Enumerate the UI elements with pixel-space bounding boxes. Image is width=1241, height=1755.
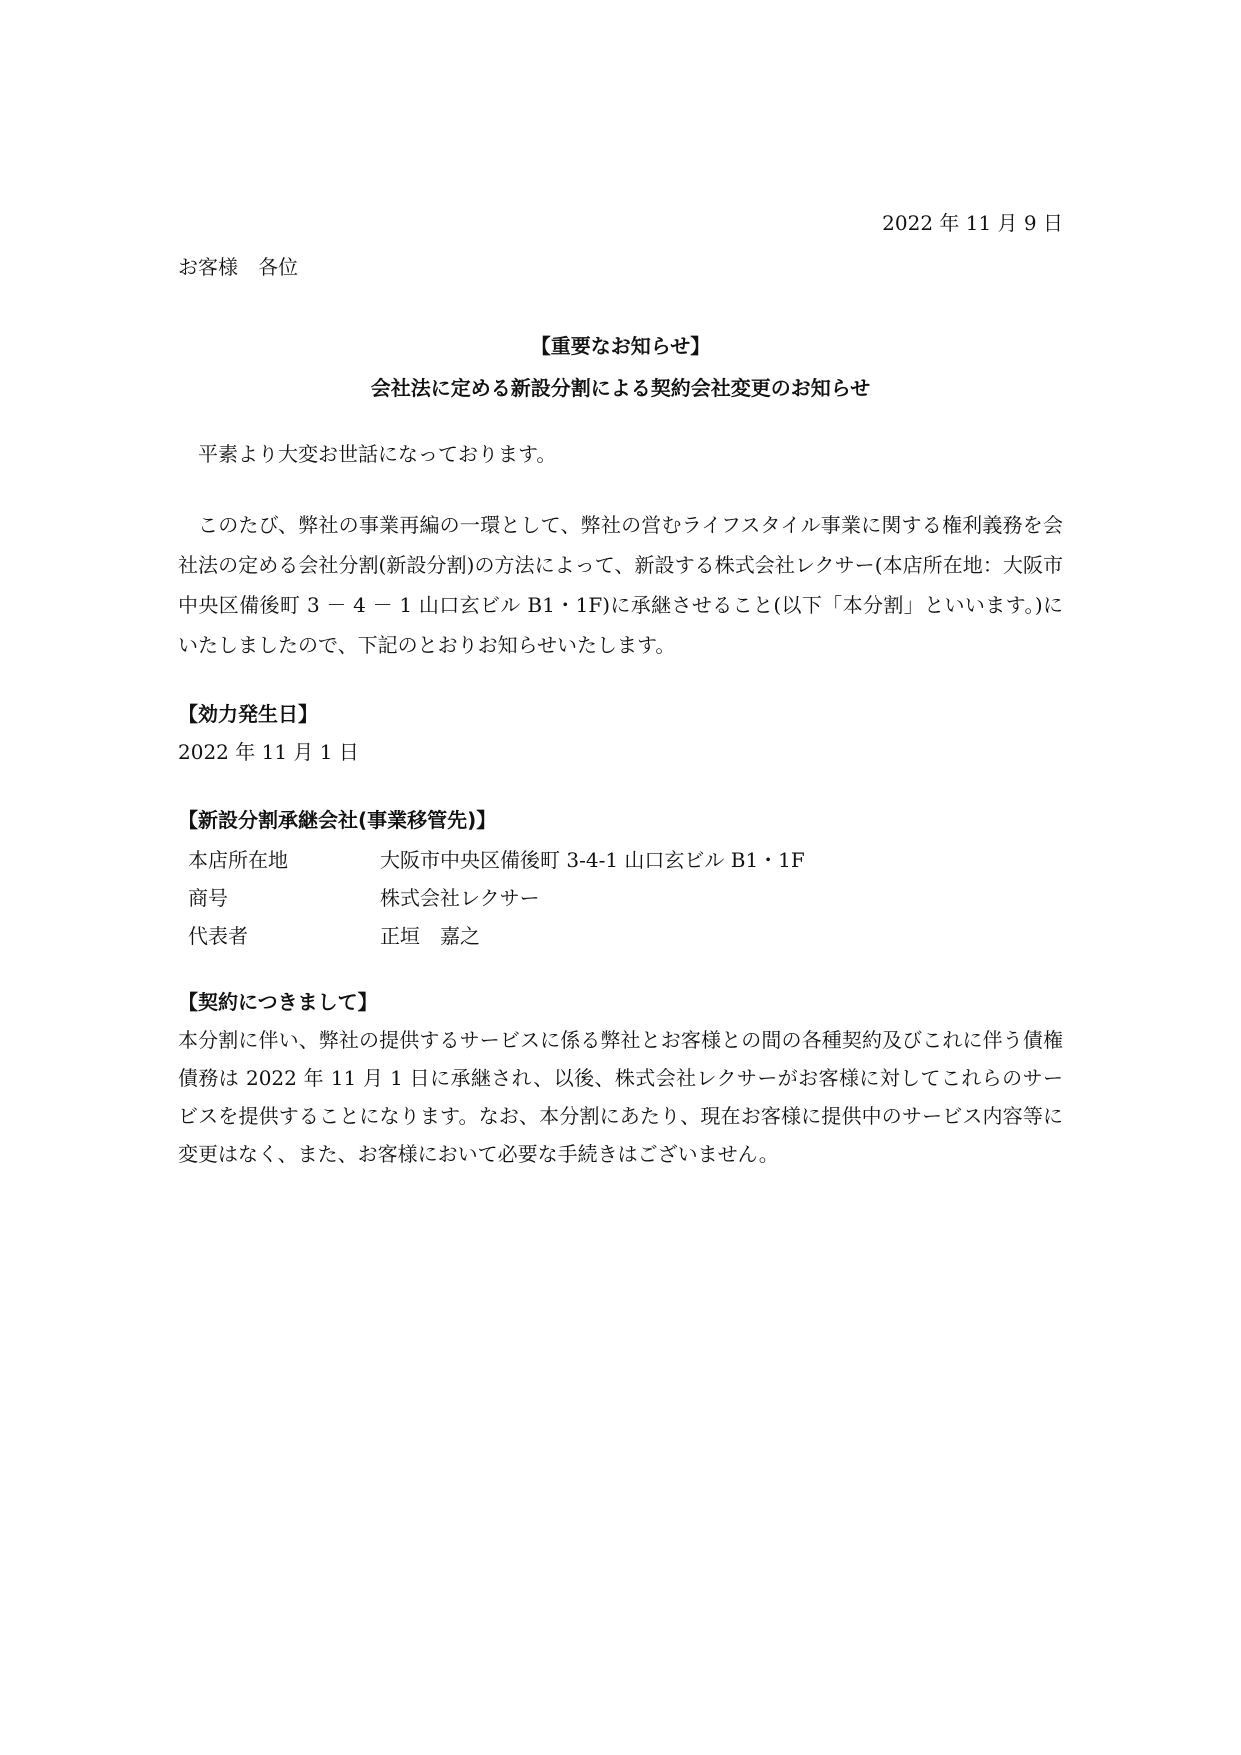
table-row — [188, 877, 805, 915]
title-main: 会社法に定める新設分割による契約会社変更のお知らせ — [370, 376, 871, 400]
salutation: お客様 各位 — [178, 255, 298, 279]
document-date: 2022 年 11 月 9 日 — [882, 211, 1063, 235]
row-value: 株式会社レクサー — [380, 885, 540, 910]
notice-document — [178, 205, 1063, 1173]
successor-info-table — [188, 839, 805, 953]
greeting-paragraph: 平素より大変お世話になっております。 — [198, 442, 557, 466]
effective-date-value: 2022 年 11 月 1 日 — [178, 740, 359, 764]
contract-paragraph: 本分割に伴い、弊社の提供するサービスに係る弊社とお客様との間の各種契約及びこれに伴う債権債務は 2022 年 11 月 1 日に承継され、以後、株式会社レクサーがお客様に対してこれらのサービスを提供することになります。なお、本分割にあたり、現在お客様に提供中のサービス内容等に変更はなく、また、お客様において必要な手続きはございません。 — [178, 1028, 1063, 1166]
successor-section — [178, 801, 1063, 953]
effective-date-section — [178, 695, 1063, 771]
row-label: 代表者 — [188, 923, 248, 948]
title-important-notice: 【重要なお知らせ】 — [530, 334, 711, 358]
effective-date-heading: 【効力発生日】 — [178, 702, 318, 726]
table-row — [188, 839, 805, 877]
announcement-paragraph: このたび、弊社の事業再編の一環として、弊社の営むライフスタイル事業に関する権利義務を会社法の定める会社分割(新設分割)の方法によって、新設する株式会社レクサー(本店所在地：大阪市中央区備後町 3 － 4 － 1 山口玄ビル B1・1F)に承継させること(以下「本分割」といいます。)にいたしましたので、下記のとおりお知らせいたします。 — [178, 513, 1063, 657]
table-row — [188, 915, 805, 953]
contract-section — [178, 983, 1063, 1173]
row-value: 大阪市中央区備後町 3-4-1 山口玄ビル B1・1F — [380, 847, 805, 872]
successor-heading: 【新設分割承継会社(事業移管先)】 — [178, 808, 497, 832]
row-label: 本店所在地 — [188, 847, 288, 872]
title-block — [178, 325, 1063, 409]
row-label: 商号 — [188, 885, 228, 910]
row-value: 正垣 嘉之 — [380, 923, 480, 948]
contract-heading: 【契約につきまして】 — [178, 990, 378, 1014]
